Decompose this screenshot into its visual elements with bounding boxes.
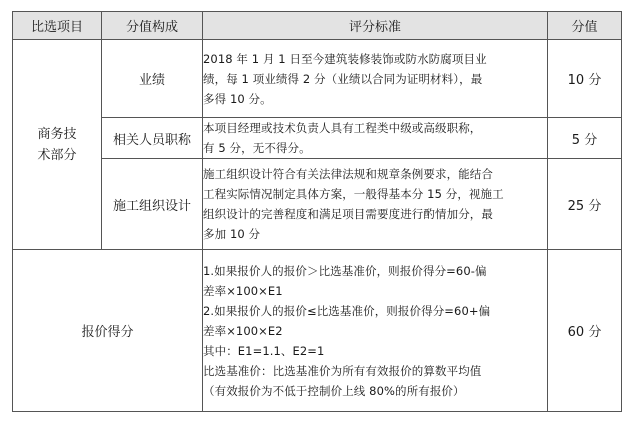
points-cell: 10 分	[548, 40, 622, 118]
criteria-line: 有 5 分，无不得分。	[203, 141, 311, 155]
points-cell: 25 分	[548, 159, 622, 250]
sub-item: 相关人员职称	[102, 118, 203, 159]
category-line: 术部分	[37, 147, 77, 163]
criteria-cell	[203, 40, 548, 118]
criteria-line: 差率×100×E1	[203, 283, 283, 298]
criteria-line: 本项目经理或技术负责人具有工程类中级或高级职称，	[203, 121, 482, 135]
criteria-line: 多加 10 分	[203, 227, 261, 241]
category-cell	[13, 40, 102, 250]
header-item: 比选项目	[13, 12, 102, 40]
criteria-line: 工程实际情况制定具体方案，一般得基本分 15 分，视施工	[203, 187, 504, 201]
sub-item: 业绩	[102, 40, 203, 118]
points-cell: 5 分	[548, 118, 622, 159]
scoring-table	[12, 11, 622, 412]
criteria-line: 1.如果报价人的报价＞比选基准价，则报价得分=60-偏	[203, 263, 487, 278]
criteria-line: 2018 年 1 月 1 日至今建筑装修装饰或防水防腐项目业	[203, 51, 487, 66]
criteria-line: 2.如果报价人的报价≤比选基准价，则报价得分=60+偏	[203, 303, 491, 318]
header-component: 分值构成	[102, 12, 203, 40]
criteria-line: 绩，每 1 项业绩得 2 分（业绩以合同为证明材料），最	[203, 71, 483, 86]
points-cell: 60 分	[548, 250, 622, 412]
criteria-line: （有效报价为不低于控制价上线 80%的所有报价）	[203, 383, 465, 398]
table-row	[13, 159, 622, 250]
category-line: 商务技	[37, 126, 77, 142]
criteria-cell	[203, 118, 548, 159]
criteria-line: 比选基准价：比选基准价为所有有效报价的算数平均值	[203, 363, 482, 378]
criteria-cell	[203, 250, 548, 412]
header-criteria: 评分标准	[203, 12, 548, 40]
header-row	[13, 12, 622, 40]
table-row	[13, 40, 622, 118]
table-row	[13, 118, 622, 159]
sub-item: 施工组织设计	[102, 159, 203, 250]
criteria-line: 施工组织设计符合有关法律法规和规章条例要求，能结合	[203, 167, 493, 181]
criteria-line: 组织设计的完善程度和满足项目需要度进行酌情加分，最	[203, 207, 493, 221]
criteria-line: 多得 10 分。	[203, 91, 272, 106]
criteria-cell	[203, 159, 548, 250]
criteria-line: 差率×100×E2	[203, 323, 283, 338]
header-points: 分值	[548, 12, 622, 40]
table-row	[13, 250, 622, 412]
price-label: 报价得分	[13, 250, 203, 412]
criteria-line: 其中：E1=1.1、E2=1	[203, 343, 325, 358]
